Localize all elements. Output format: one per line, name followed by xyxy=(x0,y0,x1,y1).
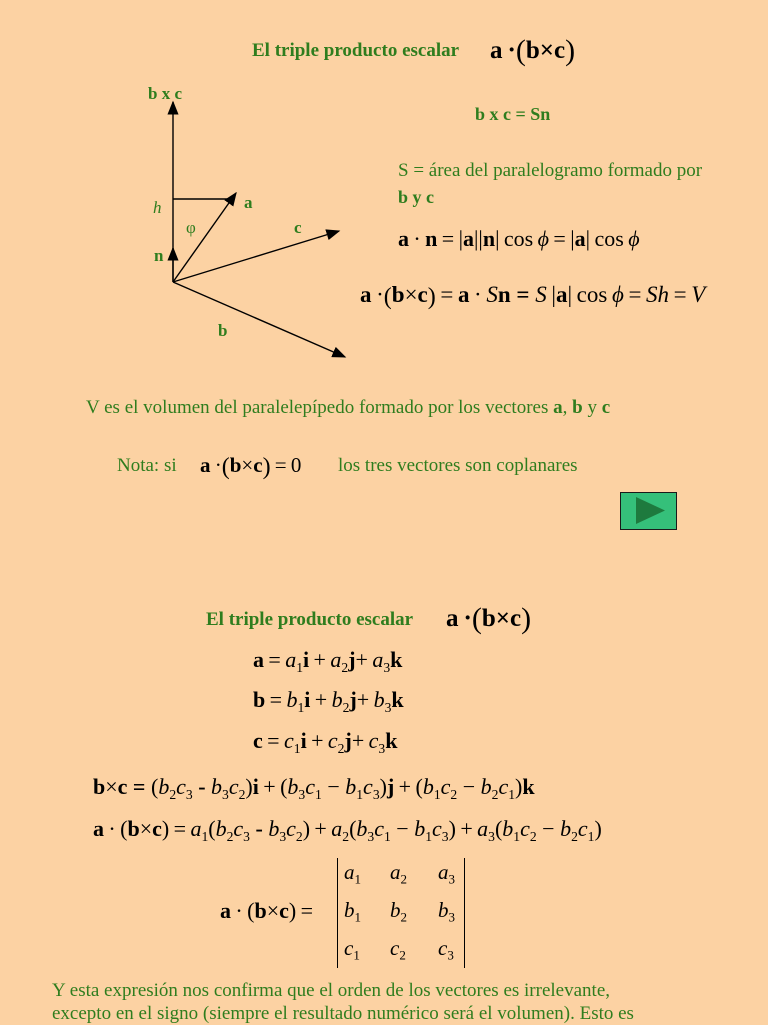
slide2-title-text: El triple producto escalar xyxy=(206,609,414,630)
next-slide-button[interactable] xyxy=(620,492,677,530)
det-b3: $b_3$ xyxy=(438,898,456,925)
volume-equation: a ·(b×c) = a · Sn = S |a| cos ϕ = Sh = V xyxy=(360,282,706,310)
a-vector xyxy=(173,193,236,282)
cross-product-expansion: $b\times c = (b_2c_3 - b_3c_2)i + (b_3c_1 - b_1c_3)j + (b_1c_2 - b_2c_1)k$ xyxy=(93,774,535,802)
label-n: n xyxy=(154,246,164,265)
det-b2: $b_2$ xyxy=(390,898,408,925)
triple-product-expansion: $a \cdot (b\times c) = a_1(b_2c_3 - b_3c_2) + a_2(b_3c_1 - b_1c_3) + a_3(b_1c_2 - b_2c_1)$ xyxy=(93,816,602,844)
det-a1: $a_1$ xyxy=(344,860,362,887)
det-c2: $c_2$ xyxy=(390,936,406,963)
volume-description xyxy=(86,397,610,419)
label-bxc: b x c xyxy=(148,84,182,103)
label-a: a xyxy=(244,193,253,212)
det-c1: $c_1$ xyxy=(344,936,360,963)
nota-text: los tres vectores son coplanares xyxy=(338,455,578,476)
label-h: h xyxy=(153,198,162,217)
s-definition-line1: S = área del paralelogramo formado por xyxy=(398,160,703,181)
det-b1: $b_1$ xyxy=(344,898,362,925)
conclusion-line2: excepto en el signo (siempre el resultado numérico será el volumen). Esto es xyxy=(52,1003,634,1024)
determinant-matrix xyxy=(337,858,465,968)
slide1-title xyxy=(252,40,459,62)
slide1-title-formula: a ·(b×c) xyxy=(490,34,576,67)
a-components: $a = a_1i + a_2j+ a_3k$ xyxy=(253,647,403,675)
volume-y: y xyxy=(582,397,602,418)
det-a2: $a_2$ xyxy=(390,860,408,887)
bxc-equals-sn: b x c = Sn xyxy=(475,104,551,124)
label-c: c xyxy=(294,218,302,237)
nota-label: Nota: si xyxy=(117,455,177,476)
c-vector xyxy=(173,231,339,282)
volume-b: b xyxy=(572,397,583,418)
c-components: $c = c_1i + c_2j+ c_3k$ xyxy=(253,728,398,756)
an-equation: a · n = |a||n| cos ϕ = |a| cos ϕ xyxy=(398,226,640,251)
b-vector xyxy=(173,282,345,357)
det-c3: $c_3$ xyxy=(438,936,454,963)
label-phi: φ xyxy=(186,218,196,237)
nota-formula: a ·(b×c) = 0 xyxy=(200,453,302,480)
volume-text: V es el volumen del paralelepípedo formado por los vectores xyxy=(86,397,554,418)
det-a3: $a_3$ xyxy=(438,860,456,887)
volume-c: c xyxy=(601,397,611,418)
volume-comma: , xyxy=(562,397,573,418)
vector-diagram xyxy=(130,90,360,370)
b-components: $b = b_1i + b_2j+ b_3k$ xyxy=(253,687,404,715)
volume-a: a xyxy=(553,397,563,418)
determinant-lhs: a · (b×c) = xyxy=(220,898,314,923)
slide2-title-formula: a ·(b×c) xyxy=(446,602,532,635)
s-definition-line2: b y c xyxy=(398,187,434,207)
slide2-title xyxy=(206,609,413,631)
play-triangle-icon xyxy=(621,493,675,528)
conclusion-line1: Y esta expresión nos confirma que el orden de los vectores es irrelevante, xyxy=(52,980,611,1001)
label-b: b xyxy=(218,321,228,340)
slide1-title-text: El triple producto escalar xyxy=(252,40,460,61)
